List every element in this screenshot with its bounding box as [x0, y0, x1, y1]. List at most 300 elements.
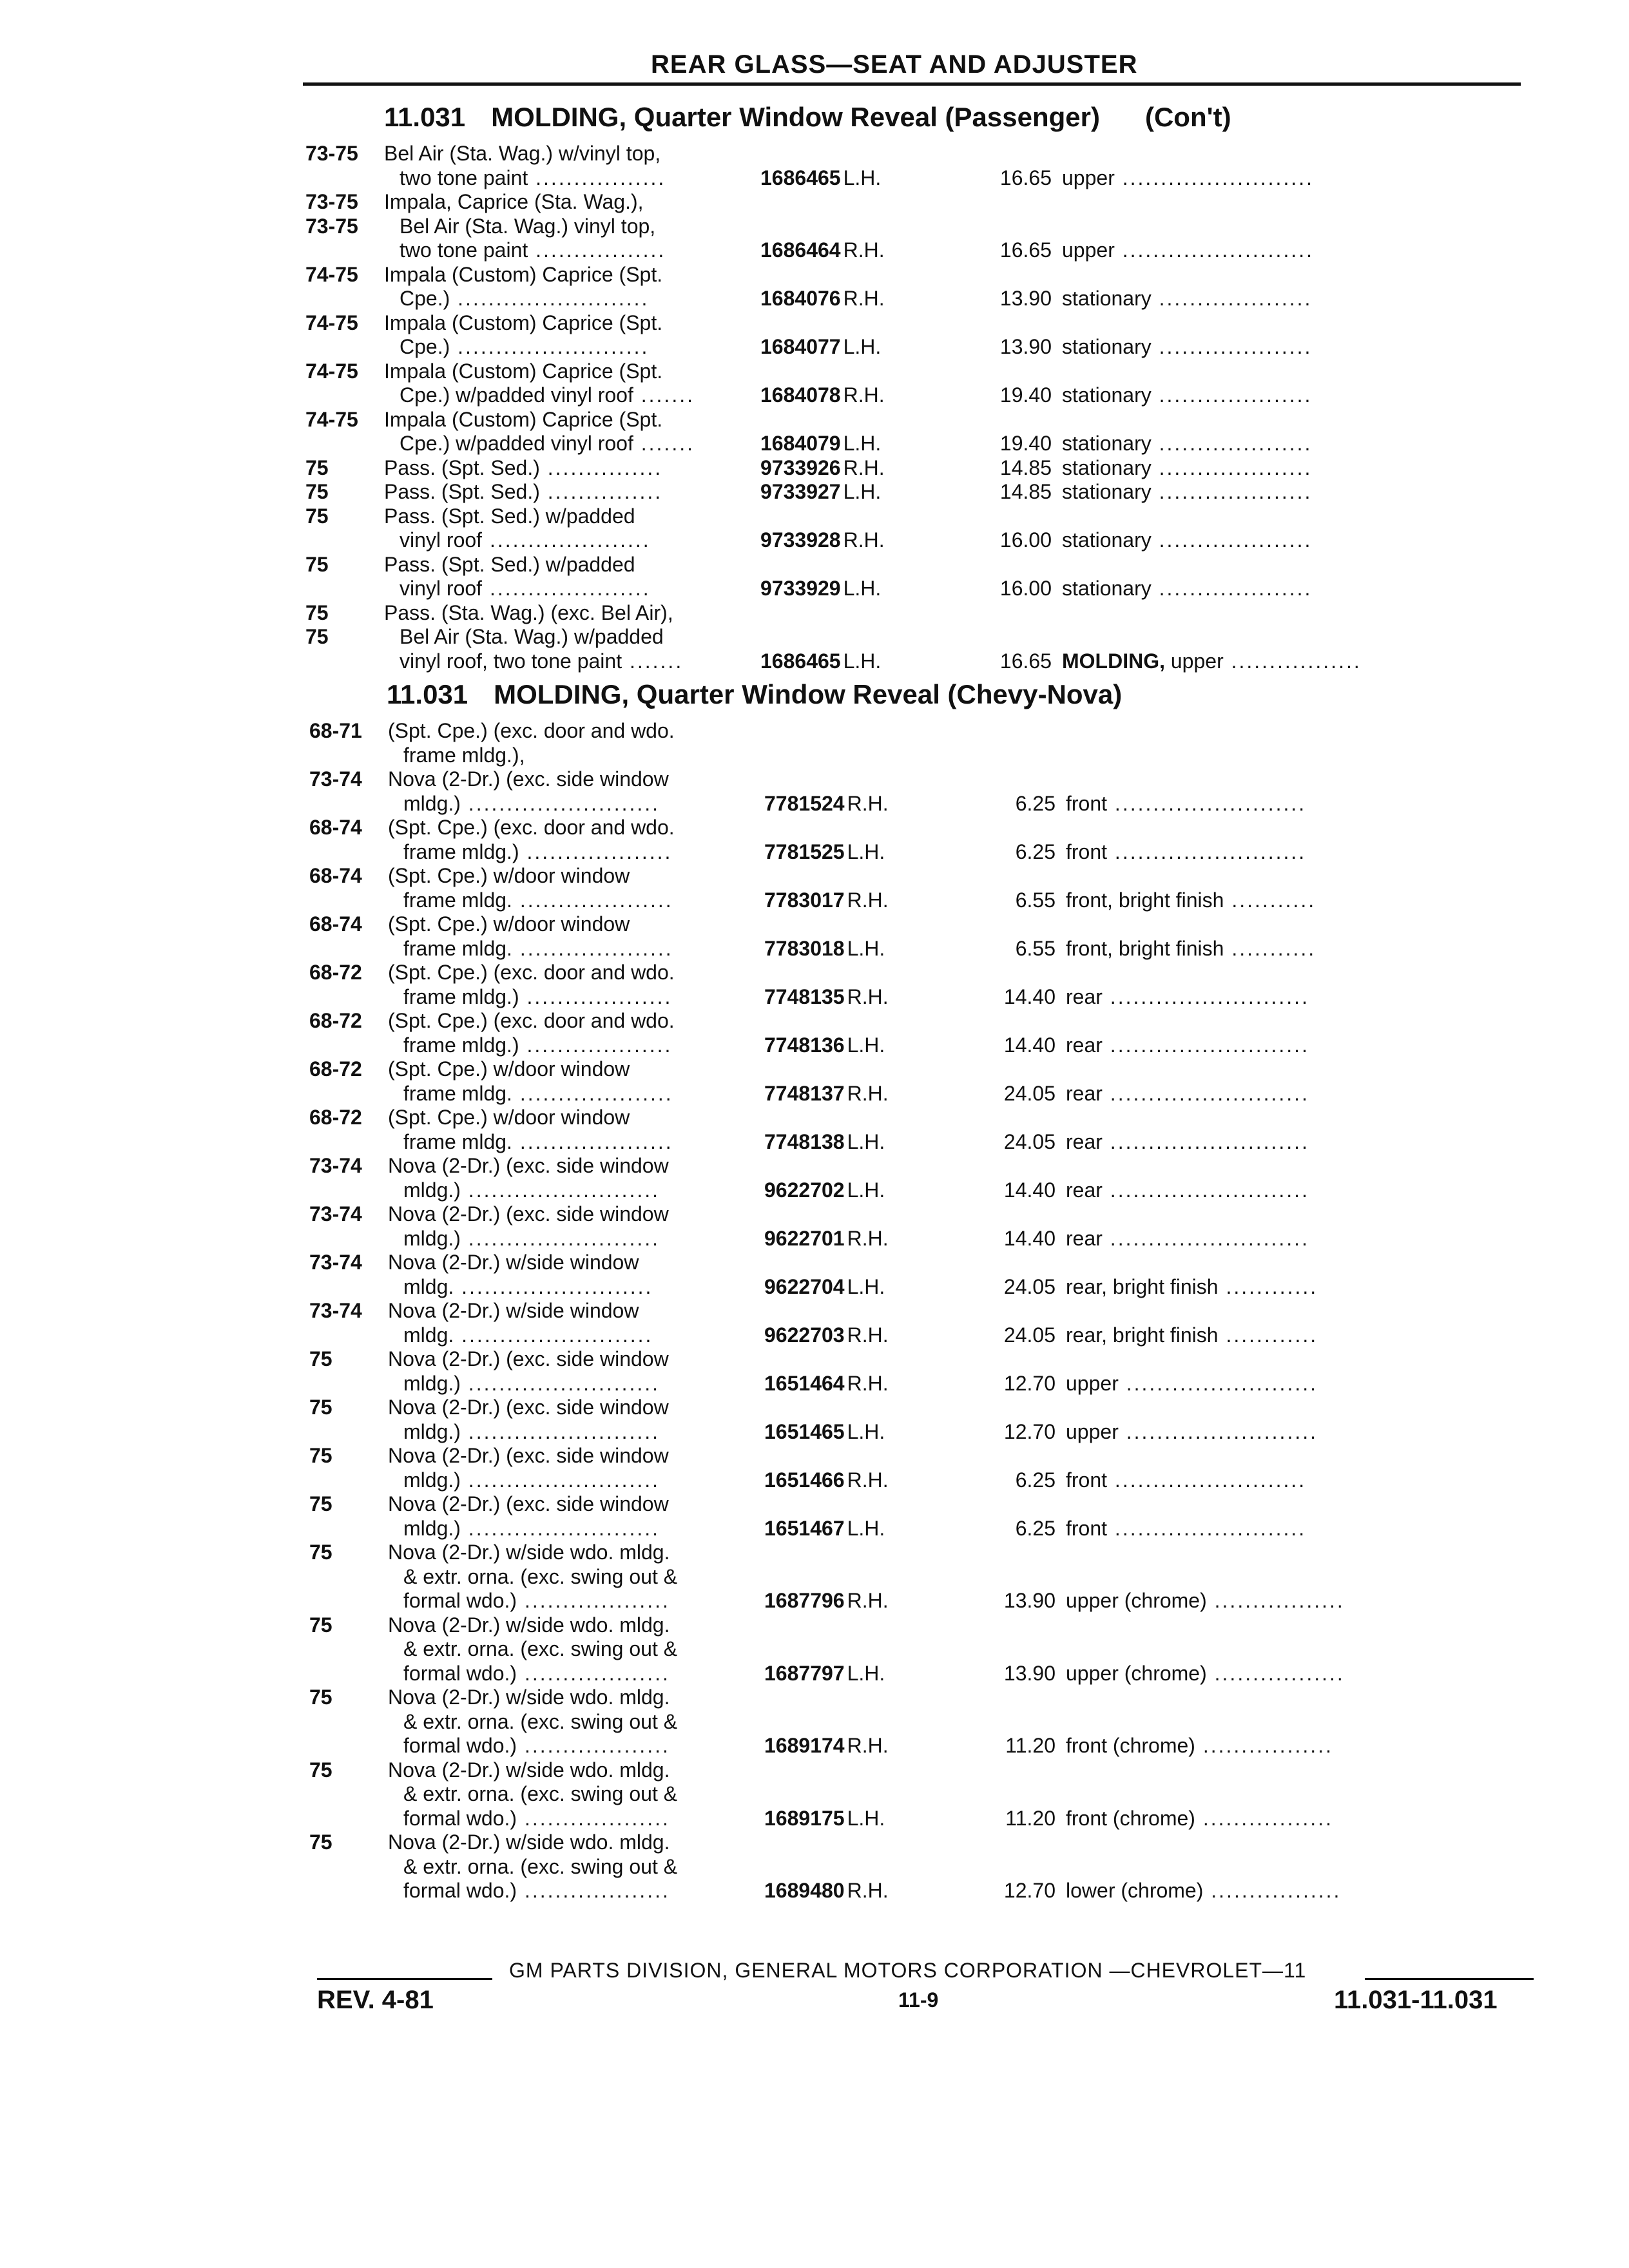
side-label: L.H.: [843, 166, 882, 189]
part-number: [760, 456, 885, 480]
side-label: R.H.: [847, 1226, 889, 1250]
model-years: 73-74: [309, 1251, 362, 1274]
part-number-value: 1686465: [760, 166, 841, 189]
side-label: L.H.: [843, 577, 882, 600]
part-number-value: 9733929: [760, 577, 841, 600]
description-text: Nova (2-Dr.) (exc. side window: [388, 1202, 669, 1225]
part-number: [764, 1517, 885, 1541]
part-number: [760, 649, 881, 673]
leader-dots: ............: [1218, 1323, 1318, 1347]
model-years: 75: [305, 625, 329, 648]
part-name: [1062, 287, 1312, 311]
leader-dots: ...................: [519, 840, 673, 863]
price: 11.20: [1005, 1734, 1055, 1757]
description-text: frame mldg.: [403, 1081, 512, 1105]
leader-dots: .........................: [1107, 1468, 1307, 1492]
leader-dots: ...................: [517, 1589, 670, 1612]
part-description: [388, 816, 675, 840]
part-number-value: 1684077: [760, 335, 841, 358]
part-name: [1066, 1589, 1345, 1613]
leader-dots: ..........................: [1102, 1178, 1309, 1202]
leader-dots: .........................: [460, 1516, 660, 1540]
part-name: [1066, 985, 1309, 1009]
leader-dots: .........................: [460, 1468, 660, 1492]
side-label: L.H.: [843, 649, 882, 673]
part-description: [388, 719, 675, 743]
leader-dots: .........................: [450, 335, 650, 358]
part-number-value: 7783018: [764, 936, 845, 960]
part-description: [403, 1855, 677, 1879]
part-number: [764, 1082, 889, 1106]
part-name-text: rear: [1066, 1081, 1103, 1105]
part-name: [1066, 1662, 1345, 1686]
description-text: & extr. orna. (exc. swing out &: [403, 1637, 678, 1660]
part-number: [760, 238, 885, 262]
section-number: 11.031: [387, 679, 468, 709]
model-years: 68-72: [309, 1106, 362, 1129]
price: 13.90: [999, 287, 1052, 310]
leader-dots: .........................: [460, 1419, 660, 1443]
price: 14.40: [1003, 985, 1055, 1008]
price: 16.65: [999, 166, 1052, 189]
leader-dots: .................: [1195, 1734, 1333, 1757]
price: 13.90: [1003, 1661, 1055, 1685]
price: 14.40: [1003, 1033, 1055, 1057]
part-description: [384, 142, 660, 166]
part-number: [764, 937, 885, 961]
description-text: formal wdo.): [403, 1734, 517, 1757]
leader-dots: .................: [1223, 649, 1362, 673]
part-number: [764, 840, 885, 864]
price: 24.05: [1003, 1274, 1055, 1298]
model-years: 73-74: [309, 1202, 362, 1225]
price: 14.40: [1003, 1178, 1055, 1202]
model-years: 75: [305, 504, 329, 528]
side-label: R.H.: [847, 1323, 889, 1347]
leader-dots: .................: [1195, 1806, 1333, 1830]
description-text: Nova (2-Dr.) w/side window: [388, 1299, 639, 1322]
leader-dots: .......: [633, 383, 695, 407]
description-text: Bel Air (Sta. Wag.) w/vinyl top,: [384, 142, 661, 165]
part-name: [1062, 383, 1312, 407]
part-name-text: stationary: [1062, 432, 1152, 455]
part-name-text: front: [1066, 1516, 1108, 1540]
description-text: Nova (2-Dr.) (exc. side window: [388, 1492, 669, 1515]
leader-dots: .........................: [460, 1371, 660, 1395]
part-name-text: stationary: [1062, 480, 1152, 503]
part-number: [764, 1372, 889, 1396]
part-description: [403, 1637, 677, 1661]
price: 6.25: [1015, 840, 1055, 863]
description-text: & extr. orna. (exc. swing out &: [403, 1854, 678, 1878]
part-name-text: upper: [1066, 1371, 1119, 1395]
part-number-value: 1651466: [764, 1468, 845, 1492]
model-years: 68-72: [309, 1009, 362, 1032]
description-text: mldg.: [403, 1274, 454, 1298]
part-description: [388, 1831, 670, 1854]
description-text: vinyl roof: [400, 577, 483, 600]
description-text: Pass. (Spt. Sed.) w/padded: [384, 504, 635, 528]
price: 19.40: [999, 432, 1052, 455]
part-number-value: 7748138: [764, 1129, 845, 1153]
part-number-value: 9733928: [760, 528, 841, 552]
part-name-text: rear: [1066, 1226, 1103, 1250]
part-number-value: 1689175: [764, 1806, 845, 1830]
side-label: R.H.: [847, 1879, 889, 1902]
side-label: L.H.: [847, 840, 885, 863]
part-description: [388, 1251, 639, 1274]
part-description: [403, 1178, 660, 1202]
part-description: [403, 1468, 660, 1492]
price: 6.55: [1015, 936, 1055, 960]
part-description: [403, 840, 672, 864]
part-description: [388, 1613, 670, 1637]
model-years: 75: [305, 480, 329, 503]
part-description: [388, 864, 630, 888]
leader-dots: ....................: [512, 1129, 673, 1153]
part-name: [1066, 889, 1316, 912]
part-name: [1066, 1178, 1309, 1202]
part-name-text: upper: [1062, 238, 1115, 262]
price: 24.05: [1003, 1081, 1055, 1105]
leader-dots: .................: [1203, 1879, 1342, 1902]
leader-dots: ...................: [517, 1879, 670, 1902]
leader-dots: ...................: [519, 985, 673, 1008]
description-text: Nova (2-Dr.) (exc. side window: [388, 1154, 669, 1177]
price: 12.70: [1003, 1879, 1055, 1902]
side-label: L.H.: [847, 1033, 885, 1057]
part-description: [388, 1154, 669, 1178]
leader-dots: ....................: [1151, 432, 1313, 455]
part-description: [400, 238, 666, 262]
part-number-value: 9622702: [764, 1178, 845, 1202]
leader-dots: ..........................: [1102, 1033, 1309, 1057]
leader-dots: .........................: [454, 1274, 653, 1298]
leader-dots: .........................: [1107, 840, 1307, 863]
part-description: [384, 408, 662, 432]
part-description: [403, 937, 673, 961]
part-description: [400, 166, 666, 190]
part-number: [760, 528, 885, 552]
leader-dots: .....................: [482, 528, 651, 552]
description-text: vinyl roof: [400, 528, 483, 552]
part-name: [1066, 1734, 1333, 1758]
leader-dots: ....................: [512, 936, 673, 960]
part-number-value: 1684078: [760, 383, 841, 407]
model-years: 74-75: [305, 359, 358, 383]
description-text: & extr. orna. (exc. swing out &: [403, 1564, 678, 1588]
price: 12.70: [1003, 1419, 1055, 1443]
section-title: [387, 679, 1122, 710]
part-number-value: 9733926: [760, 456, 841, 479]
part-name: [1066, 1130, 1309, 1154]
part-name-text: front (chrome): [1066, 1806, 1195, 1830]
side-label: R.H.: [843, 287, 885, 310]
part-number-value: 1687796: [764, 1589, 845, 1612]
leader-dots: ....................: [1151, 528, 1313, 552]
model-years: 68-71: [309, 719, 362, 742]
part-description: [403, 1130, 673, 1154]
part-name-text: front: [1066, 1468, 1108, 1492]
description-text: mldg.): [403, 791, 461, 815]
part-description: [388, 1686, 670, 1709]
leader-dots: .........................: [1107, 791, 1307, 815]
part-description: [388, 1202, 669, 1226]
part-name: [1066, 937, 1316, 961]
leader-dots: ....................: [1151, 480, 1313, 503]
description-text: & extr. orna. (exc. swing out &: [403, 1782, 678, 1805]
part-description: [400, 649, 683, 673]
side-label: R.H.: [843, 238, 885, 262]
part-name-text: stationary: [1062, 528, 1152, 552]
price: 6.55: [1015, 888, 1055, 912]
part-description: [403, 792, 660, 816]
part-number-value: 1651464: [764, 1371, 845, 1395]
part-description: [384, 601, 673, 625]
part-name-text: rear: [1066, 1033, 1103, 1057]
part-name: [1066, 1323, 1318, 1347]
description-text: Nova (2-Dr.) w/side window: [388, 1251, 639, 1274]
part-name: [1066, 792, 1306, 816]
part-number: [764, 985, 889, 1009]
part-description: [388, 1444, 669, 1468]
part-number: [760, 166, 881, 190]
part-description: [403, 1734, 670, 1758]
model-years: 73-75: [305, 190, 358, 213]
description-text: formal wdo.): [403, 1806, 517, 1830]
side-label: R.H.: [847, 1734, 889, 1757]
side-label: L.H.: [847, 1129, 885, 1153]
part-name-text: upper (chrome): [1066, 1661, 1207, 1685]
part-number-value: 9733927: [760, 480, 841, 503]
part-description: [384, 263, 662, 287]
side-label: R.H.: [847, 1468, 889, 1492]
leader-dots: ...............: [539, 480, 663, 503]
part-name: [1066, 1372, 1318, 1396]
description-text: Bel Air (Sta. Wag.) vinyl top,: [400, 214, 656, 238]
part-description: [400, 287, 649, 311]
revision-label: REV. 4-81: [317, 1986, 434, 2014]
model-years: 74-75: [305, 311, 358, 334]
model-years: 73-74: [309, 767, 362, 791]
description-text: frame mldg.): [403, 840, 519, 863]
side-label: L.H.: [843, 480, 882, 503]
description-text: (Spt. Cpe.) w/door window: [388, 1057, 630, 1081]
part-number: [764, 1323, 889, 1347]
part-number-value: 9622703: [764, 1323, 845, 1347]
description-text: Pass. (Spt. Sed.): [384, 456, 540, 479]
part-description: [400, 383, 695, 407]
leader-dots: ..........................: [1102, 1226, 1309, 1250]
part-number: [764, 1468, 889, 1492]
description-text: mldg.): [403, 1226, 461, 1250]
part-name: [1066, 1082, 1309, 1106]
description-text: frame mldg.): [403, 985, 519, 1008]
part-number: [764, 1227, 889, 1251]
part-number-value: 1687797: [764, 1661, 845, 1685]
part-name: [1062, 480, 1312, 504]
leader-dots: .........................: [460, 1178, 660, 1202]
part-description: [403, 744, 525, 767]
description-text: Nova (2-Dr.) w/side wdo. mldg.: [388, 1541, 670, 1564]
part-description: [400, 335, 649, 359]
part-description: [403, 1372, 660, 1396]
model-years: 75: [305, 456, 329, 479]
part-number-value: 1684076: [760, 287, 841, 310]
part-number: [764, 1178, 885, 1202]
leader-dots: .................: [528, 238, 666, 262]
model-years: 68-72: [309, 961, 362, 984]
description-text: (Spt. Cpe.) (exc. door and wdo.: [388, 1009, 675, 1032]
side-label: R.H.: [847, 791, 889, 815]
description-text: (Spt. Cpe.) (exc. door and wdo.: [388, 961, 675, 984]
leader-dots: ...........: [1224, 936, 1316, 960]
price: 12.70: [1003, 1371, 1055, 1395]
part-number-value: 9622701: [764, 1226, 845, 1250]
part-description: [403, 1517, 660, 1541]
part-name: [1062, 238, 1314, 262]
model-years: 75: [305, 552, 329, 576]
part-number: [760, 577, 881, 601]
part-number: [764, 1275, 885, 1299]
part-number: [764, 1589, 889, 1613]
part-number-value: 1689174: [764, 1734, 845, 1757]
description-text: Nova (2-Dr.) w/side wdo. mldg.: [388, 1613, 670, 1637]
section-range: 11.031-11.031: [1334, 1986, 1498, 2014]
description-text: Cpe.): [400, 335, 450, 358]
side-label: R.H.: [847, 1589, 889, 1612]
description-text: Impala (Custom) Caprice (Spt.: [384, 311, 663, 334]
part-name-text: upper: [1062, 166, 1115, 189]
price: 16.65: [999, 238, 1052, 262]
part-number-value: 1651467: [764, 1516, 845, 1540]
side-label: L.H.: [843, 335, 882, 358]
part-description: [400, 215, 655, 238]
leader-dots: ..........................: [1102, 985, 1309, 1008]
leader-dots: .................: [1206, 1661, 1345, 1685]
model-years: 75: [309, 1347, 333, 1370]
part-number-value: 7748135: [764, 985, 845, 1008]
description-text: Bel Air (Sta. Wag.) w/padded: [400, 625, 664, 648]
part-name-text: front, bright finish: [1066, 936, 1224, 960]
leader-dots: .........................: [1118, 1419, 1318, 1443]
side-label: R.H.: [847, 985, 889, 1008]
part-description: [388, 1057, 630, 1081]
description-text: Pass. (Spt. Sed.): [384, 480, 540, 503]
part-number: [764, 889, 889, 912]
leader-dots: .........................: [1114, 238, 1314, 262]
leader-dots: ....................: [1151, 456, 1313, 479]
part-name: [1066, 1275, 1318, 1299]
part-name-text: stationary: [1062, 383, 1152, 407]
leader-dots: ...............: [539, 456, 663, 479]
side-label: L.H.: [847, 1178, 885, 1202]
part-description: [388, 1541, 670, 1564]
model-years: 75: [305, 601, 329, 624]
part-description: [403, 1565, 677, 1589]
description-text: Impala (Custom) Caprice (Spt.: [384, 359, 663, 383]
part-description: [403, 1879, 670, 1903]
leader-dots: ...................: [519, 1033, 673, 1057]
leader-dots: .........................: [460, 1226, 660, 1250]
description-text: formal wdo.): [403, 1661, 517, 1685]
part-description: [400, 528, 651, 552]
part-description: [388, 1758, 670, 1782]
side-label: L.H.: [847, 1661, 885, 1685]
model-years: 73-74: [309, 1154, 362, 1177]
model-years: 74-75: [305, 407, 358, 431]
part-name-text: rear, bright finish: [1066, 1323, 1219, 1347]
price: 6.25: [1015, 791, 1055, 815]
side-label: R.H.: [843, 528, 885, 552]
part-description: [403, 1082, 673, 1106]
description-text: frame mldg.: [403, 888, 512, 912]
description-text: (Spt. Cpe.) w/door window: [388, 912, 630, 936]
leader-dots: .......: [633, 432, 695, 455]
description-text: two tone paint: [400, 166, 528, 189]
leader-dots: ....................: [1151, 335, 1313, 358]
leader-dots: ....................: [512, 888, 673, 912]
part-name: [1066, 840, 1306, 864]
description-text: frame mldg.: [403, 1129, 512, 1153]
part-description: [384, 456, 662, 480]
description-text: mldg.): [403, 1419, 461, 1443]
part-description: [384, 505, 635, 528]
part-description: [388, 1396, 669, 1419]
description-text: mldg.): [403, 1371, 461, 1395]
model-years: 75: [309, 1758, 333, 1782]
page-number: 11-9: [898, 1988, 939, 2012]
part-description: [388, 961, 675, 985]
section-continued: (Con't): [1144, 102, 1231, 132]
part-number: [764, 1420, 885, 1444]
model-years: 75: [309, 1541, 333, 1564]
part-number-value: 1689480: [764, 1879, 845, 1902]
part-number-value: 1651465: [764, 1419, 845, 1443]
part-number: [764, 792, 889, 816]
description-text: frame mldg.: [403, 936, 512, 960]
description-text: Cpe.) w/padded vinyl roof: [400, 432, 633, 455]
part-name-text: upper (chrome): [1066, 1589, 1207, 1612]
part-number-value: 9622704: [764, 1274, 845, 1298]
leader-dots: .........................: [460, 791, 660, 815]
leader-dots: ...................: [517, 1734, 670, 1757]
description-text: mldg.: [403, 1323, 454, 1347]
price: 13.90: [1003, 1589, 1055, 1612]
description-text: Nova (2-Dr.) w/side wdo. mldg.: [388, 1831, 670, 1854]
price: 16.00: [999, 577, 1052, 600]
price: 24.05: [1003, 1129, 1055, 1153]
part-name: [1066, 1033, 1309, 1057]
part-description: [388, 1347, 669, 1371]
part-name: [1062, 335, 1312, 359]
description-text: & extr. orna. (exc. swing out &: [403, 1709, 678, 1733]
part-name-text: front: [1066, 840, 1108, 863]
part-description: [384, 553, 635, 577]
leader-dots: ..........................: [1102, 1129, 1309, 1153]
part-description: [403, 1710, 677, 1734]
description-text: Pass. (Sta. Wag.) (exc. Bel Air),: [384, 601, 673, 624]
price: 11.20: [1005, 1806, 1055, 1830]
part-description: [384, 360, 662, 383]
leader-dots: .................: [1206, 1589, 1345, 1612]
side-label: L.H.: [847, 936, 885, 960]
part-number: [764, 1130, 885, 1154]
side-label: L.H.: [847, 1419, 885, 1443]
part-description: [384, 190, 644, 214]
leader-dots: .........................: [1107, 1516, 1307, 1540]
part-name: [1066, 1420, 1318, 1444]
